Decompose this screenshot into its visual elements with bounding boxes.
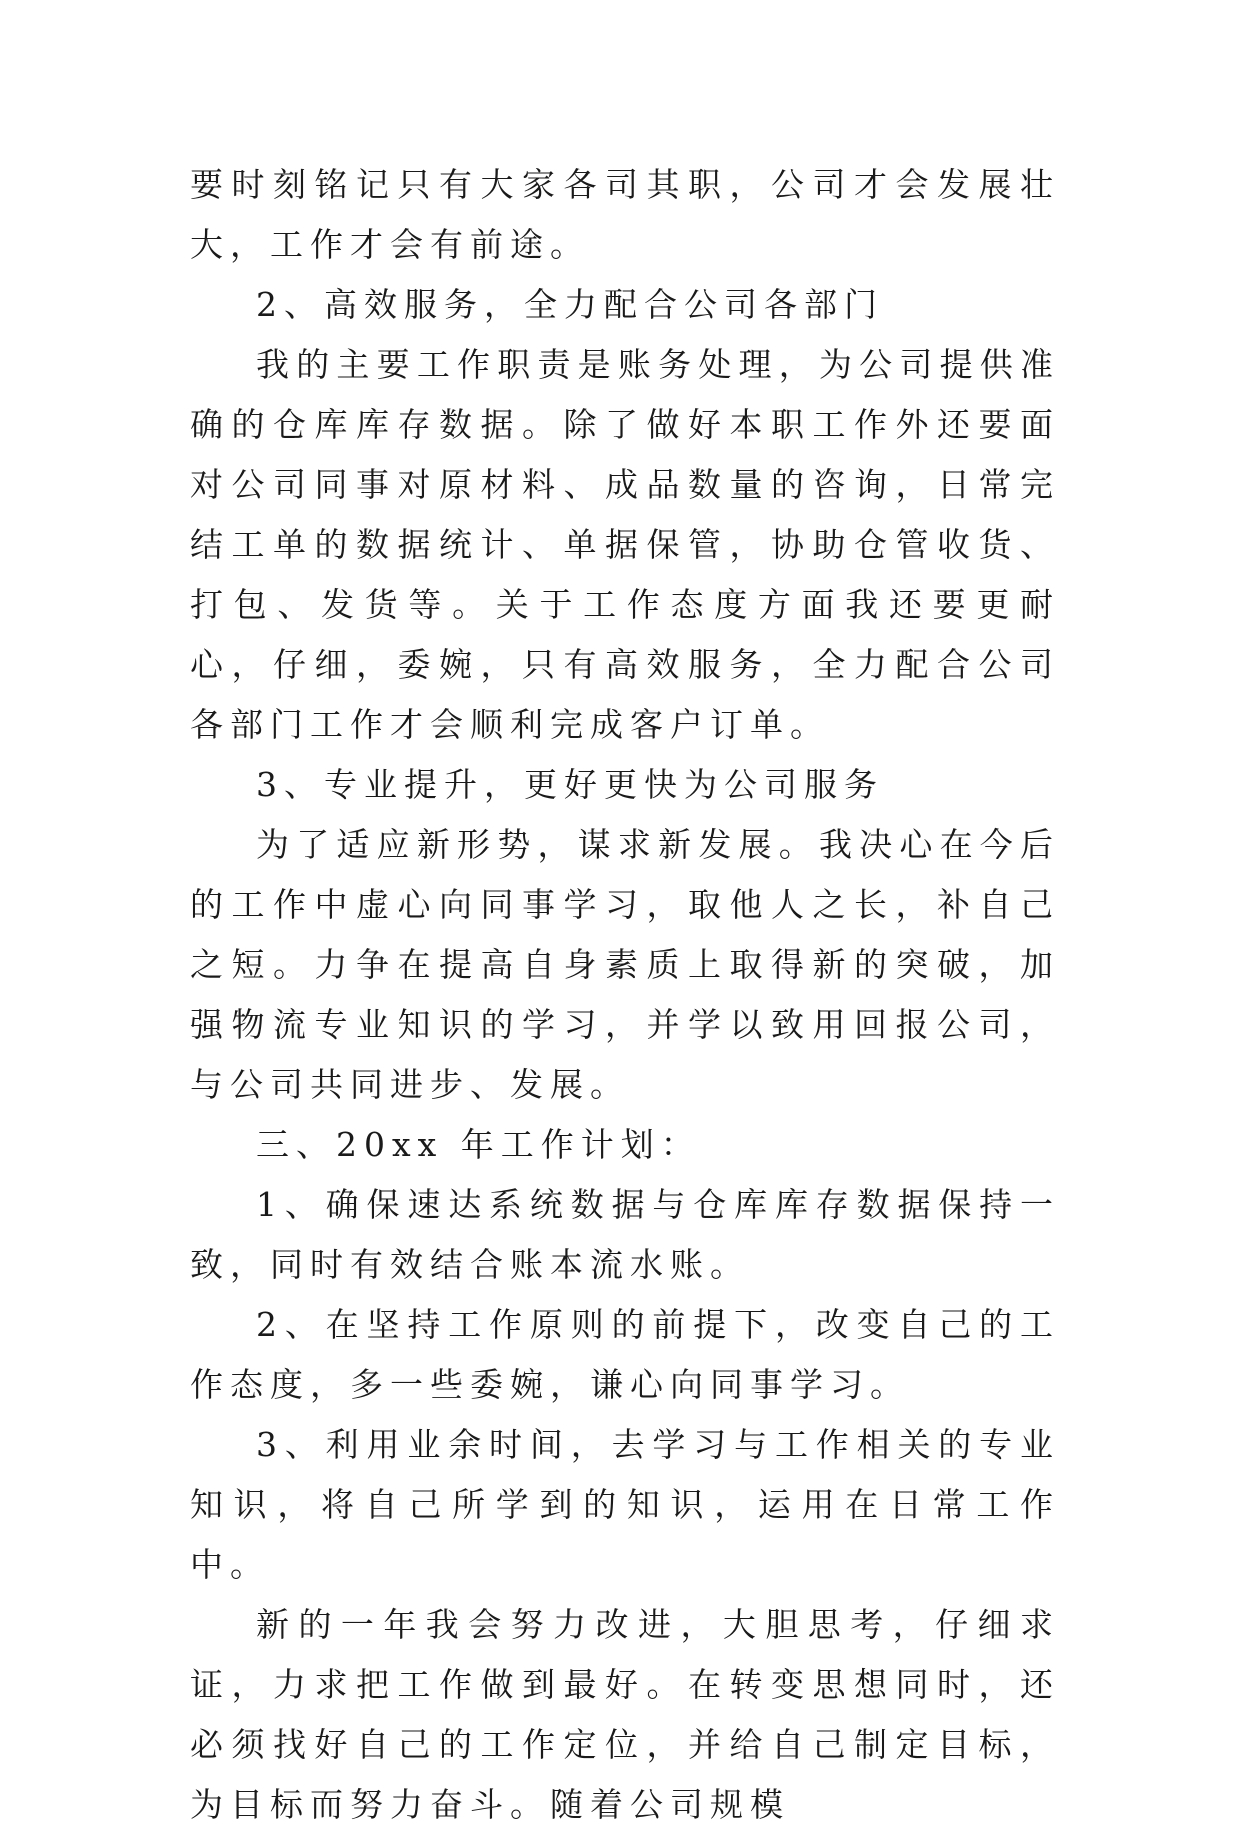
heading-efficient-service: 2、高效服务，全力配合公司各部门 xyxy=(256,285,884,324)
document-page xyxy=(190,155,1060,1835)
paragraph-carryover: 要时刻铭记只有大家各司其职，公司才会发展壮大，工作才会有前途。 xyxy=(190,165,1060,264)
paragraph-closing: 新的一年我会努力改进，大胆思考，仔细求证，力求把工作做到最好。在转变思想同时，还必须找好自己的工作定位，并给自己制定目标，为目标而努力奋斗。随着公司规模 xyxy=(190,1605,1060,1824)
plan-item-2: 2、在坚持工作原则的前提下，改变自己的工作态度，多一些委婉，谦心向同事学习。 xyxy=(190,1305,1060,1404)
paragraph-job-duties: 我的主要工作职责是账务处理，为公司提供准确的仓库库存数据。除了做好本职工作外还要面对公司同事对原材料、成品数量的咨询，日常完结工单的数据统计、单据保管，协助仓管收货、打包、发货等。关于工作态度方面我还要更耐心，仔细，委婉，只有高效服务，全力配合公司各部门工作才会顺利完成客户订单。 xyxy=(190,345,1060,744)
section-heading-work-plan: 三、20xx 年工作计划： xyxy=(256,1125,701,1164)
plan-item-3: 3、利用业余时间，去学习与工作相关的专业知识，将自己所学到的知识，运用在日常工作中。 xyxy=(190,1425,1060,1584)
plan-item-1: 1、确保速达系统数据与仓库库存数据保持一致，同时有效结合账本流水账。 xyxy=(190,1185,1060,1284)
heading-professional-improvement: 3、专业提升，更好更快为公司服务 xyxy=(256,765,884,804)
paragraph-development: 为了适应新形势，谋求新发展。我决心在今后的工作中虚心向同事学习，取他人之长，补自己之短。力争在提高自身素质上取得新的突破，加强物流专业知识的学习，并学以致用回报公司，与公司共同进步、发展。 xyxy=(190,825,1060,1104)
